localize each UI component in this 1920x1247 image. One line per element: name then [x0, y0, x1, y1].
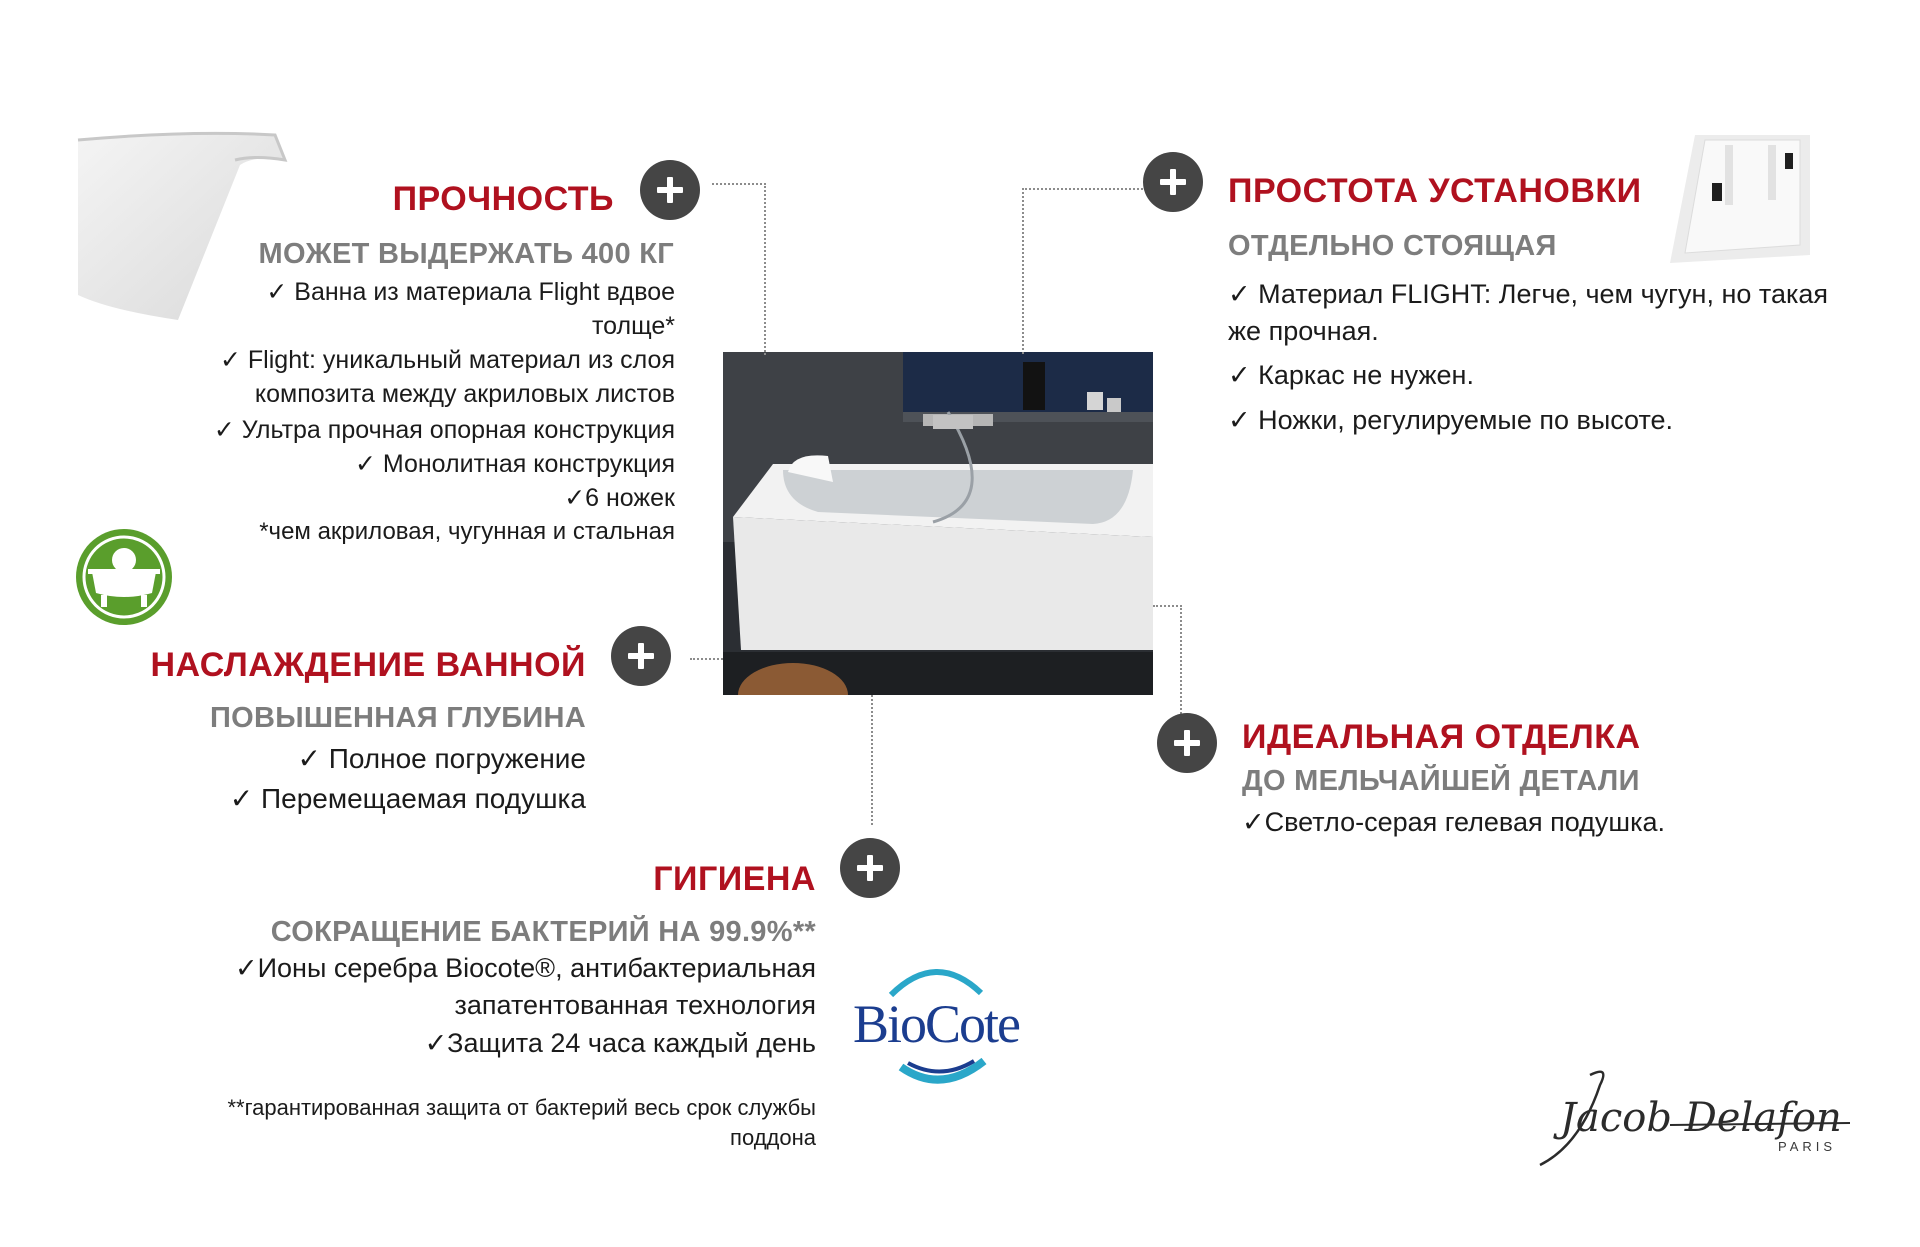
hygiene-item: ✓Ионы серебра Biocote®, антибактериальная запатентованная технология	[235, 953, 816, 1020]
comfort-item: ✓ Полное погружение	[297, 743, 586, 774]
strength-item: ✓ Ванна из материала Flight вдвое толще*	[266, 278, 675, 340]
tub-foot-image	[1660, 135, 1810, 265]
install-subtitle: ОТДЕЛЬНО СТОЯЩАЯ	[1228, 230, 1557, 262]
comfort-item: ✓ Перемещаемая подушка	[229, 783, 586, 814]
jacob-delafon-logo	[1520, 1055, 1860, 1185]
strength-item: ✓6 ножек	[564, 484, 675, 512]
connector-install	[1022, 188, 1154, 354]
connector-hygiene	[871, 695, 873, 825]
install-item: ✓ Каркас не нужен.	[1228, 360, 1474, 390]
comfort-plus-button[interactable]	[611, 626, 671, 686]
strength-item: ✓ Монолитная конструкция	[354, 450, 675, 478]
connector-strength	[712, 183, 766, 355]
strength-item: ✓ Flight: уникальный материал из слоя композита между акриловых листов	[220, 346, 675, 408]
hygiene-subtitle: СОКРАЩЕНИЕ БАКТЕРИЙ НА 99.9%**	[270, 916, 816, 948]
hygiene-plus-button[interactable]	[840, 838, 900, 898]
connector-finish	[1153, 605, 1182, 717]
strength-footnote: *чем акриловая, чугунная и стальная	[259, 518, 675, 545]
install-item: ✓ Материал FLIGHT: Легче, чем чугун, но такая же прочная.	[1228, 279, 1828, 346]
signature-text: Jacob Delafon	[1560, 1095, 1842, 1141]
comfort-title: НАСЛАЖДЕНИЕ ВАННОЙ	[150, 646, 586, 684]
strength-title: ПРОЧНОСТЬ	[392, 180, 614, 218]
bathtub-photo	[723, 352, 1153, 695]
biocote-wordmark: BioCote	[852, 994, 1019, 1054]
hygiene-title: ГИГИЕНА	[653, 860, 816, 898]
biocote-logo	[846, 955, 1026, 1095]
strength-plus-button[interactable]	[640, 160, 700, 220]
install-plus-button[interactable]	[1143, 152, 1203, 212]
finish-subtitle: ДО МЕЛЬЧАЙШЕЙ ДЕТАЛИ	[1242, 765, 1640, 797]
comfort-subtitle: ПОВЫШЕННАЯ ГЛУБИНА	[209, 702, 586, 734]
paris-label: PARIS	[1778, 1139, 1837, 1154]
finish-plus-button[interactable]	[1157, 713, 1217, 773]
finish-title: ИДЕАЛЬНАЯ ОТДЕЛКА	[1242, 718, 1641, 756]
strength-subtitle: МОЖЕТ ВЫДЕРЖАТЬ 400 КГ	[258, 238, 674, 270]
bathtub-badge-icon	[74, 527, 174, 627]
hygiene-item: ✓Защита 24 часа каждый день	[424, 1028, 816, 1058]
install-item: ✓ Ножки, регулируемые по высоте.	[1228, 405, 1674, 435]
hygiene-footnote: **гарантированная защита от бактерий весь срок службы поддона	[227, 1095, 816, 1150]
install-title: ПРОСТОТА УСТАНОВКИ	[1228, 172, 1642, 210]
strength-item: ✓ Ультра прочная опорная конструкция	[213, 416, 675, 444]
finish-item: ✓Светло-серая гелевая подушка.	[1242, 807, 1665, 837]
connector-comfort	[690, 658, 723, 660]
